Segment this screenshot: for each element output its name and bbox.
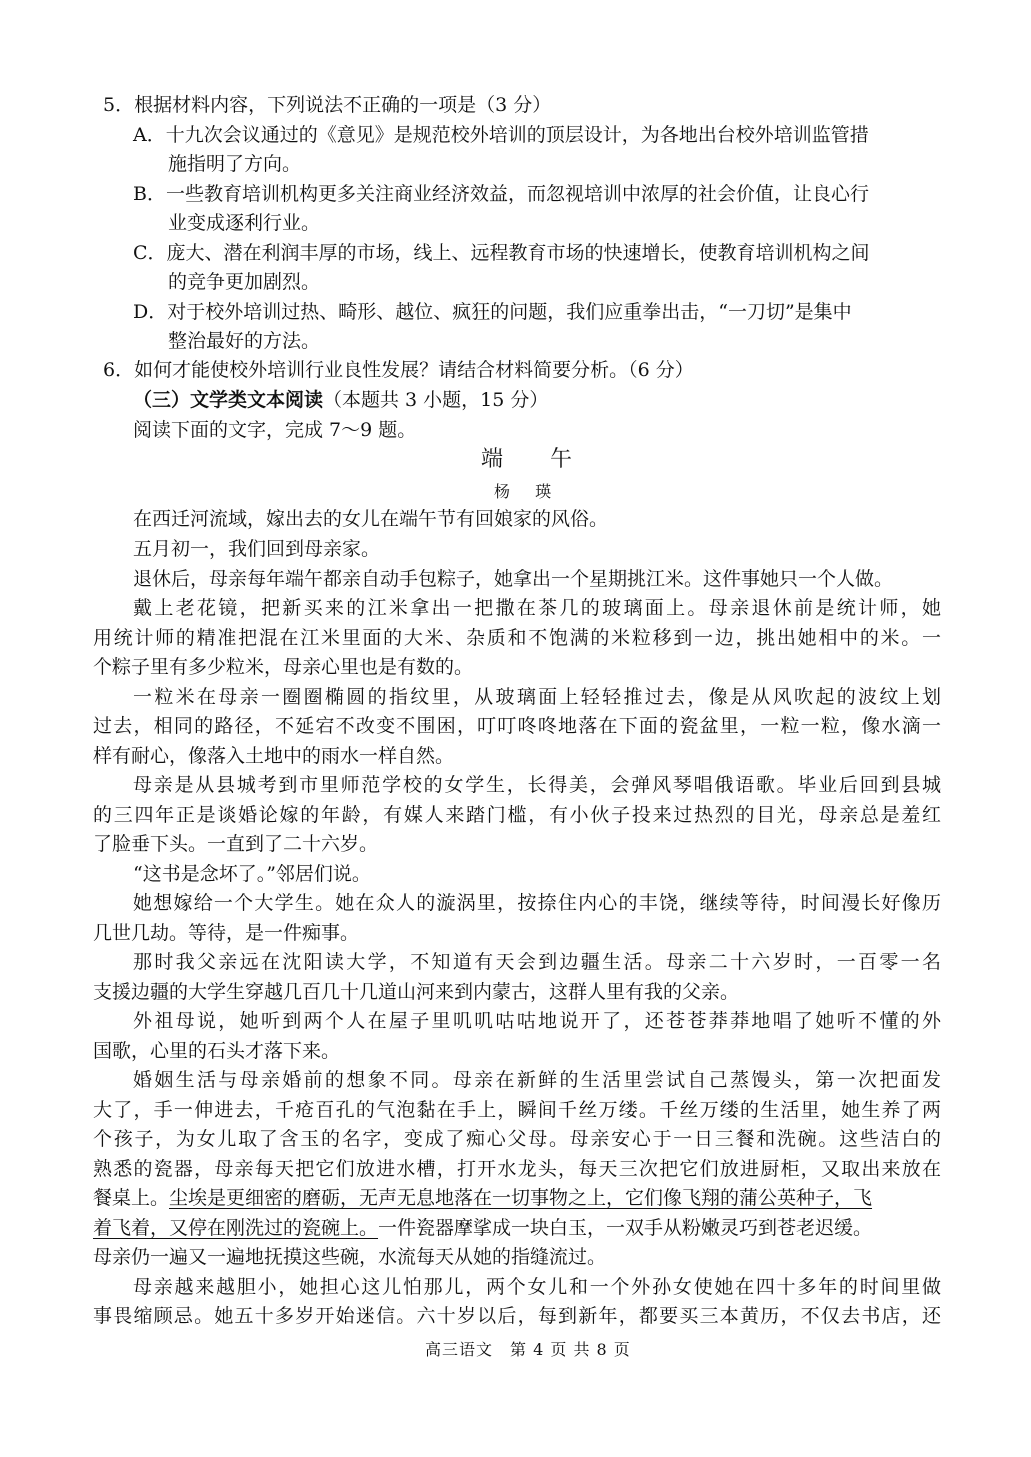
section-heading-rest: （本题共 3 小题，15 分）	[323, 389, 549, 411]
section-heading-bold: （三）文学类文本阅读	[133, 389, 324, 411]
option-d-line-1: D．对于校外培训过热、畸形、越位、疯狂的问题，我们应重拳出击，“一刀切”是集中	[133, 301, 852, 323]
paragraph-5-line-1: 一粒米在母亲一圈圈椭圆的指纹里，从玻璃面上轻轻推过去，像是从风吹起的波纹上划	[133, 686, 941, 708]
paragraph-5-line-3: 样有耐心，像落入土地中的雨水一样自然。	[93, 745, 455, 767]
option-b-line-2: 业变成逐利行业。	[168, 212, 321, 234]
essay-title: 端 午	[481, 447, 592, 472]
paragraph-5-line-2: 过去，相同的路径，不延宕不改变不围困，叮叮咚咚地落在下面的瓷盆里，一粒一粒，像水滴一	[93, 715, 941, 737]
paragraph-8-line-2: 几世几劫。等待，是一件痴事。	[93, 922, 360, 944]
option-a-line-1: A．十九次会议通过的《意见》是规范校外培训的顶层设计，为各地出台校外培训监管措	[133, 124, 869, 146]
paragraph-11-line-5	[93, 1186, 872, 1210]
paragraph-11-plain-text: 餐桌上。	[93, 1187, 170, 1209]
paragraph-11-line-6	[93, 1216, 872, 1240]
option-a-line-2: 施指明了方向。	[168, 153, 302, 175]
question-6: 6．如何才能使校外培训行业良性发展？请结合材料简要分析。（6 分）	[103, 359, 694, 381]
paragraph-6-line-1: 母亲是从县城考到市里师范学校的女学生，长得美，会弹风琴唱俄语歌。毕业后回到县城	[133, 774, 941, 796]
paragraph-1: 在西迁河流域，嫁出去的女儿在端午节有回娘家的风俗。	[133, 508, 609, 530]
paragraph-11-line-1: 婚姻生活与母亲婚前的想象不同。母亲在新鲜的生活里尝试自己蒸馒头，第一次把面发	[133, 1069, 941, 1091]
essay-author: 杨 瑛	[494, 482, 562, 501]
paragraph-8-line-1: 她想嫁给一个大学生。她在众人的漩涡里，按捺住内心的丰饶，继续等待，时间漫长好像历	[133, 892, 941, 914]
paragraph-11-line-3: 个孩子，为女儿取了含玉的名字，变成了痴心父母。母亲安心于一日三餐和洗碗。这些洁白的	[93, 1128, 941, 1150]
option-c-line-1: C．庞大、潜在利润丰厚的市场，线上、远程教育市场的快速增长，使教育培训机构之间	[133, 242, 870, 264]
paragraph-9-line-1: 那时我父亲远在沈阳读大学，不知道有天会到边疆生活。母亲二十六岁时，一百零一名	[133, 951, 941, 973]
page-footer: 高三语文 第 4 页 共 8 页	[425, 1340, 631, 1359]
section-heading	[133, 388, 548, 412]
paragraph-4-line-1: 戴上老花镜，把新买来的江米拿出一把撒在茶几的玻璃面上。母亲退休前是统计师，她	[133, 597, 941, 619]
paragraph-10-line-2: 国歌，心里的石头才落下来。	[93, 1040, 341, 1062]
paragraph-11-plain-text-2: 一件瓷器摩挲成一块白玉，一双手从粉嫩灵巧到苍老迟缓。	[378, 1217, 873, 1239]
paragraph-6-line-2: 的三四年正是谈婚论嫁的年龄，有媒人来踏门槛，有小伙子投来过热烈的目光，母亲总是羞红	[93, 804, 941, 826]
paragraph-4-line-2: 用统计师的精准把混在江米里面的大米、杂质和不饱满的米粒移到一边，挑出她相中的米。一	[93, 627, 941, 649]
paragraph-11-line-7: 母亲仍一遍又一遍地抚摸这些碗，水流每天从她的指缝流过。	[93, 1246, 607, 1268]
paragraph-3: 退休后，母亲每年端午都亲自动手包粽子，她拿出一个星期挑江米。这件事她只一个人做。	[133, 568, 894, 590]
paragraph-12-line-2: 事畏缩顾忌。她五十多岁开始迷信。六十岁以后，每到新年，都要买三本黄历，不仅去书店，还	[93, 1305, 941, 1327]
underlined-sentence-part-2: 着飞着，又停在刚洗过的瓷碗上。	[93, 1217, 379, 1239]
paragraph-9-line-2: 支援边疆的大学生穿越几百几十几道山河来到内蒙古，这群人里有我的父亲。	[93, 981, 740, 1003]
paragraph-11-line-2: 大了，手一伸进去，千疮百孔的气泡黏在手上，瞬间千丝万缕。千丝万缕的生活里，她生养了两	[93, 1099, 941, 1121]
question-5-stem: 5．根据材料内容，下列说法不正确的一项是（3 分）	[103, 94, 552, 116]
paragraph-4-line-3: 个粽子里有多少粒米，母亲心里也是有数的。	[93, 656, 474, 678]
paragraph-7: “这书是念坏了。”邻居们说。	[133, 863, 371, 885]
paragraph-11-line-4: 熟悉的瓷器，母亲每天把它们放进水槽，打开水龙头，每天三次把它们放进厨柜，又取出来放在	[93, 1158, 941, 1180]
reading-instruction: 阅读下面的文字，完成 7～9 题。	[133, 419, 417, 441]
paragraph-2: 五月初一，我们回到母亲家。	[133, 538, 381, 560]
option-d-line-2: 整治最好的方法。	[168, 330, 321, 352]
underlined-sentence-part-1: 尘埃是更细密的磨砺，无声无息地落在一切事物之上，它们像飞翔的蒲公英种子，飞	[169, 1187, 873, 1209]
option-c-line-2: 的竞争更加剧烈。	[168, 271, 321, 293]
paragraph-6-line-3: 了脸垂下头。一直到了二十六岁。	[93, 833, 379, 855]
option-b-line-1: B．一些教育培训机构更多关注商业经济效益，而忽视培训中浓厚的社会价值，让良心行	[133, 183, 869, 205]
paragraph-10-line-1: 外祖母说，她听到两个人在屋子里叽叽咕咕地说开了，还苍苍莽莽地唱了她听不懂的外	[133, 1010, 941, 1032]
paragraph-12-line-1: 母亲越来越胆小，她担心这儿怕那儿，两个女儿和一个外孙女使她在四十多年的时间里做	[133, 1276, 941, 1298]
